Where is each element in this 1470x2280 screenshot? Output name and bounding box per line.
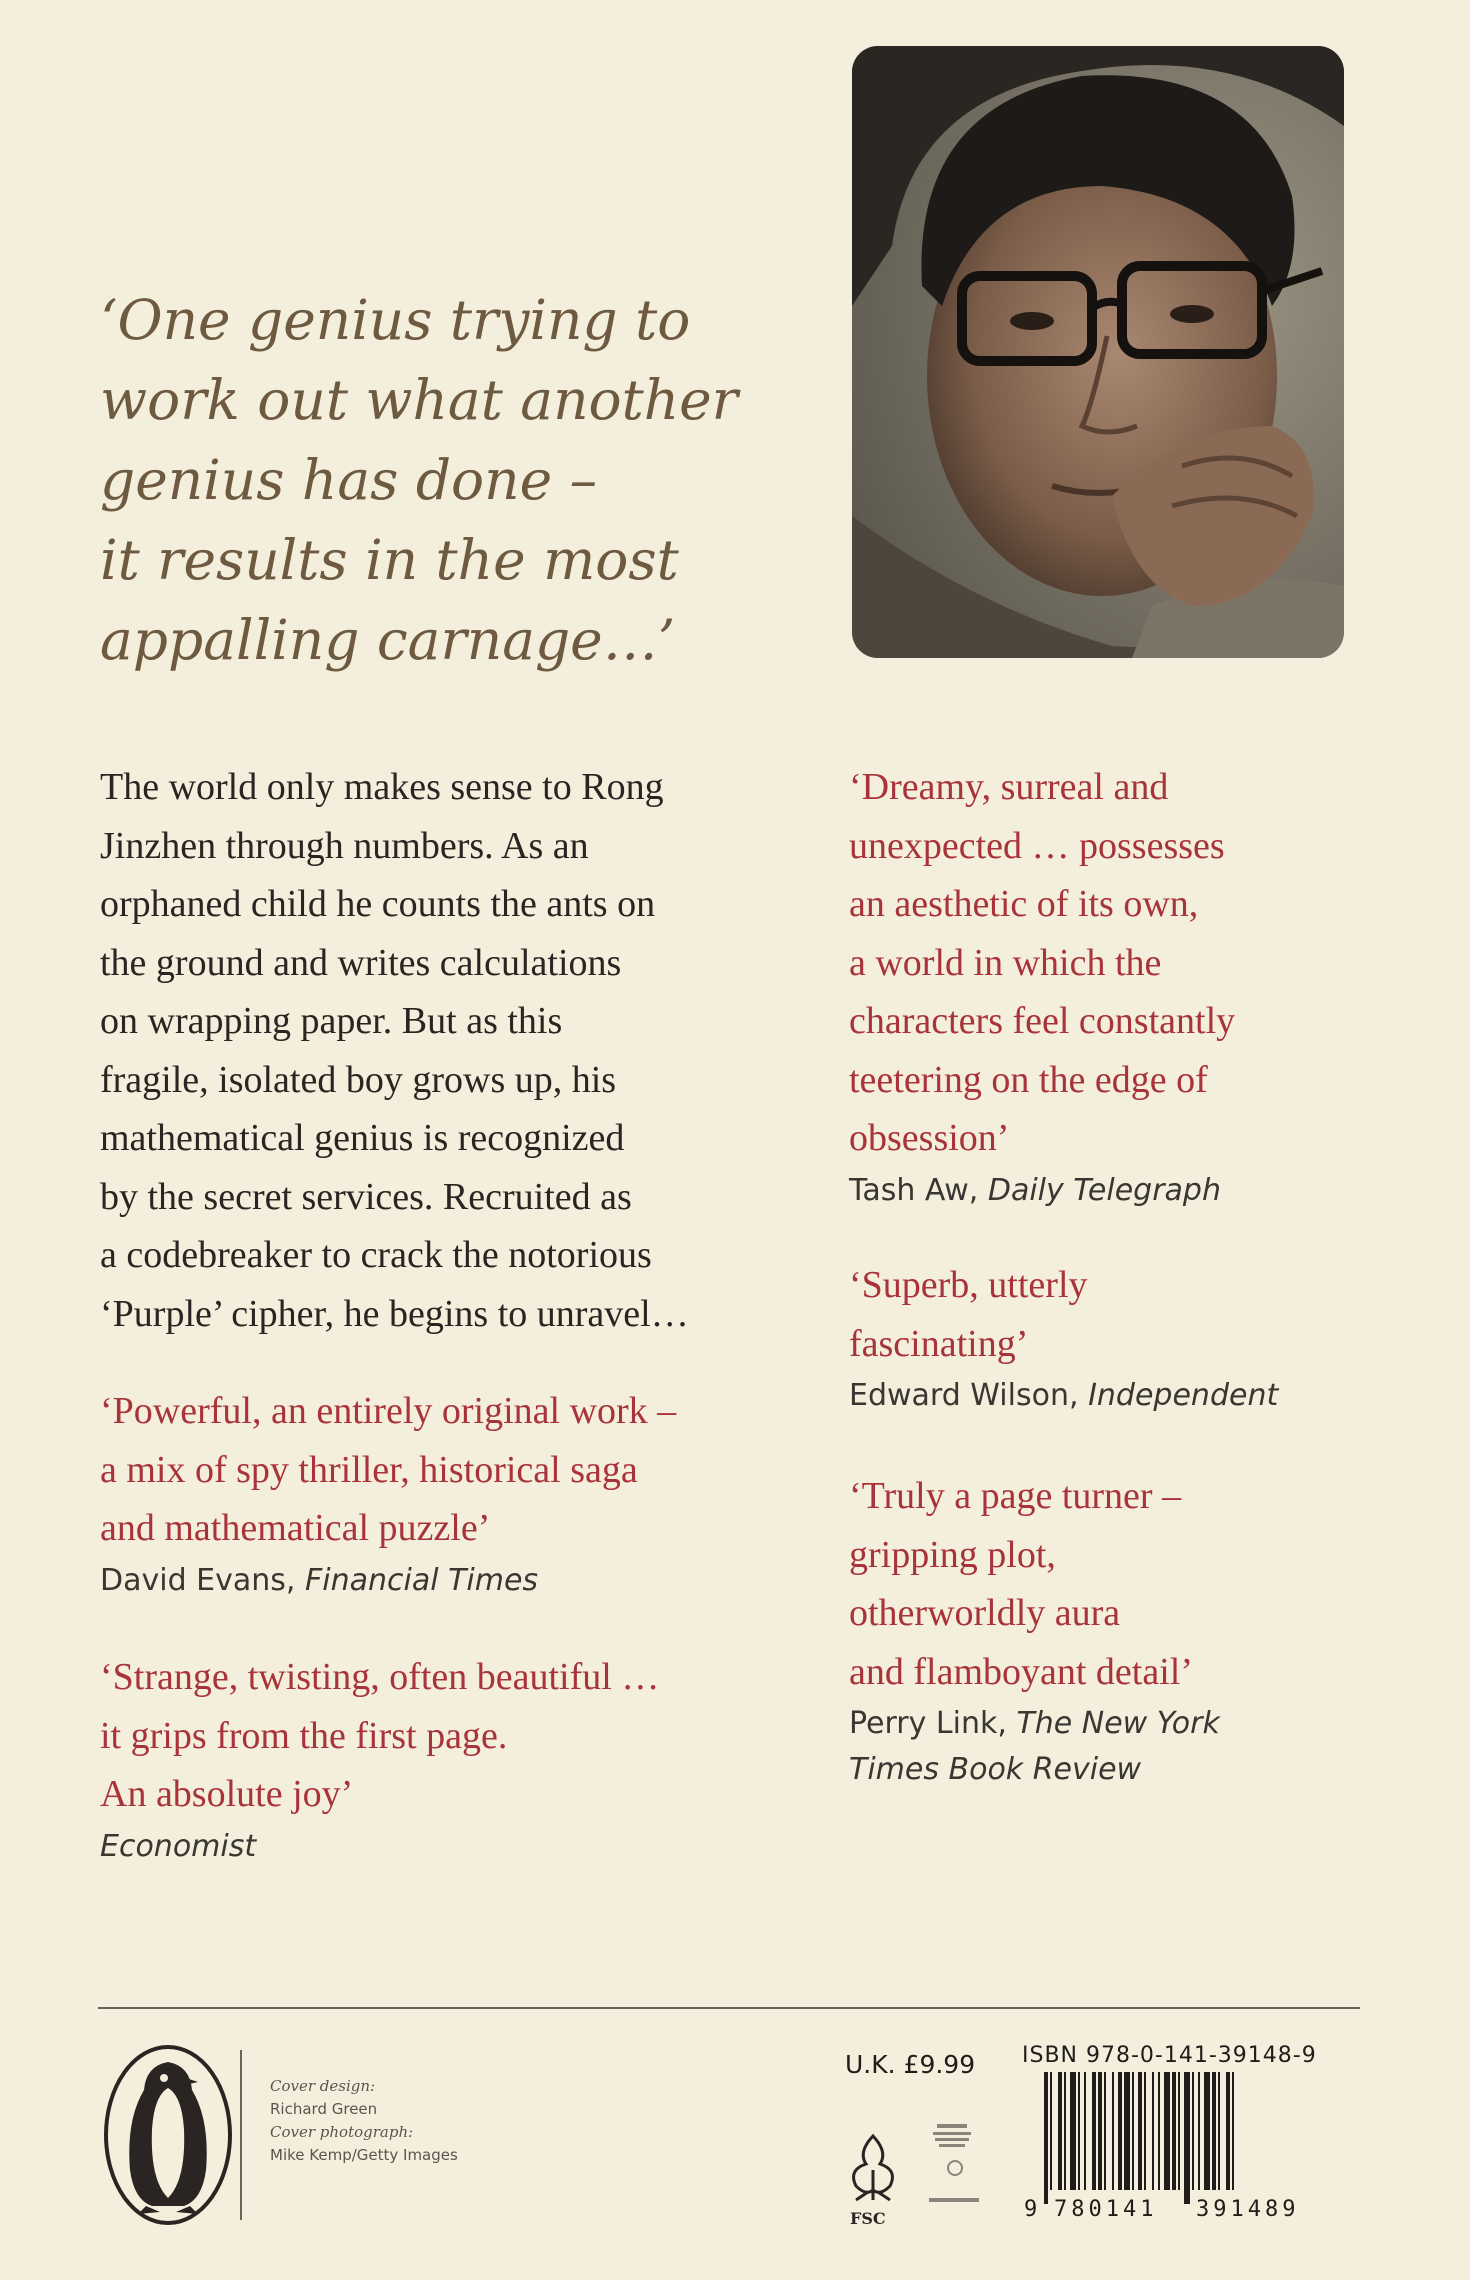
barcode-bars	[1044, 2072, 1234, 2204]
quote-line: otherworldly aura	[849, 1592, 1121, 1634]
quote-line: ‘Powerful, an entirely original work –	[100, 1390, 677, 1432]
fsc-mark	[925, 2120, 983, 2210]
reviewer-name: Perry Link,	[849, 1706, 1007, 1741]
blurb-line: by the secret services. Recruited as	[100, 1175, 632, 1218]
quote-line: teetering on the edge of	[849, 1058, 1208, 1101]
blurb-text	[100, 758, 780, 1343]
quote-line: and mathematical puzzle’	[100, 1507, 491, 1549]
reviewer-name: Tash Aw,	[849, 1172, 979, 1208]
blurb-line: on wrapping paper. But as this	[100, 1000, 563, 1042]
reviewer-name: David Evans,	[100, 1562, 296, 1598]
quote-line: and flamboyant detail’	[849, 1650, 1193, 1693]
quote-line: characters feel constantly	[849, 1000, 1236, 1042]
quote-line: fascinating’	[849, 1322, 1029, 1365]
footer-divider	[240, 2050, 242, 2220]
review-quote	[849, 1467, 1409, 1701]
review-financial-times	[100, 1382, 800, 1604]
review-source: Financial Times	[304, 1562, 539, 1598]
isbn: ISBN 978-0-141-39148-9	[1022, 2043, 1317, 2068]
quote-line: ‘Strange, twisting, often beautiful …	[100, 1656, 660, 1698]
quote-line: unexpected … possesses	[849, 824, 1225, 867]
review-source: Times Book Review	[849, 1752, 1142, 1787]
review-quote	[100, 1382, 800, 1558]
quote-line: obsession’	[849, 1117, 1010, 1159]
design-name: Richard Green	[270, 2100, 378, 2118]
photo-name: Mike Kemp/Getty Images	[270, 2146, 458, 2164]
review-independent	[849, 1256, 1409, 1419]
review-attribution	[849, 1701, 1409, 1793]
barcode-digits-group1: 780141	[1054, 2197, 1158, 2222]
penguin-logo-icon	[98, 2040, 238, 2230]
blurb-line: The world only makes sense to Rong	[100, 766, 664, 808]
review-attribution	[849, 1373, 1409, 1419]
review-quote	[849, 1256, 1409, 1373]
review-attribution	[100, 1558, 800, 1604]
blurb-line: ‘Purple’ cipher, he begins to unravel…	[100, 1292, 689, 1335]
quote-line: ‘Truly a page turner –	[849, 1475, 1182, 1517]
headline-line: work out what another	[100, 368, 738, 432]
quote-line: a mix of spy thriller, historical saga	[100, 1448, 638, 1491]
review-source: The New York	[1016, 1706, 1220, 1741]
cover-credits	[270, 2075, 458, 2167]
quote-line: ‘Superb, utterly	[849, 1264, 1088, 1306]
quote-line: a world in which the	[849, 941, 1162, 984]
author-photo	[852, 46, 1344, 658]
fsc-label: FSC	[850, 2209, 886, 2228]
quote-line: ‘Dreamy, surreal and	[849, 766, 1169, 808]
headline-quote	[100, 280, 780, 680]
photo-label: Cover photograph:	[270, 2123, 414, 2141]
quote-line: an aesthetic of its own,	[849, 883, 1199, 925]
headline-line: appalling carnage…’	[100, 608, 676, 672]
quote-line: gripping plot,	[849, 1533, 1056, 1576]
review-attribution	[100, 1824, 800, 1870]
headline-line: it results in the most	[100, 528, 679, 592]
price: U.K. £9.99	[845, 2050, 976, 2079]
headline-line: ‘One genius trying to	[100, 288, 691, 352]
blurb-line: the ground and writes calculations	[100, 941, 622, 984]
review-source: Daily Telegraph	[987, 1172, 1221, 1208]
review-nyt-book-review	[849, 1467, 1409, 1793]
barcode-digits-group2: 391489	[1196, 2197, 1300, 2222]
design-label: Cover design:	[270, 2077, 376, 2095]
review-quote	[100, 1648, 800, 1824]
barcode	[1020, 2072, 1350, 2222]
review-quote	[849, 758, 1409, 1168]
reviewer-name: Edward Wilson,	[849, 1378, 1079, 1413]
blurb-line: orphaned child he counts the ants on	[100, 883, 656, 925]
quote-line: it grips from the first page.	[100, 1714, 508, 1757]
quote-line: An absolute joy’	[100, 1773, 354, 1815]
review-source: Independent	[1088, 1378, 1279, 1413]
barcode-digit-first: 9	[1024, 2197, 1038, 2222]
headline-line: genius has done –	[100, 448, 598, 512]
blurb-line: a codebreaker to crack the notorious	[100, 1234, 652, 1276]
blurb-line: fragile, isolated boy grows up, his	[100, 1058, 617, 1101]
review-daily-telegraph	[849, 758, 1409, 1214]
blurb-line: mathematical genius is recognized	[100, 1117, 625, 1159]
fsc-tree-icon	[838, 2130, 908, 2230]
blurb-line: Jinzhen through numbers. As an	[100, 824, 589, 867]
footer-rule	[98, 2007, 1360, 2009]
review-economist	[100, 1648, 800, 1870]
review-source: Economist	[100, 1828, 257, 1864]
review-attribution	[849, 1168, 1409, 1214]
